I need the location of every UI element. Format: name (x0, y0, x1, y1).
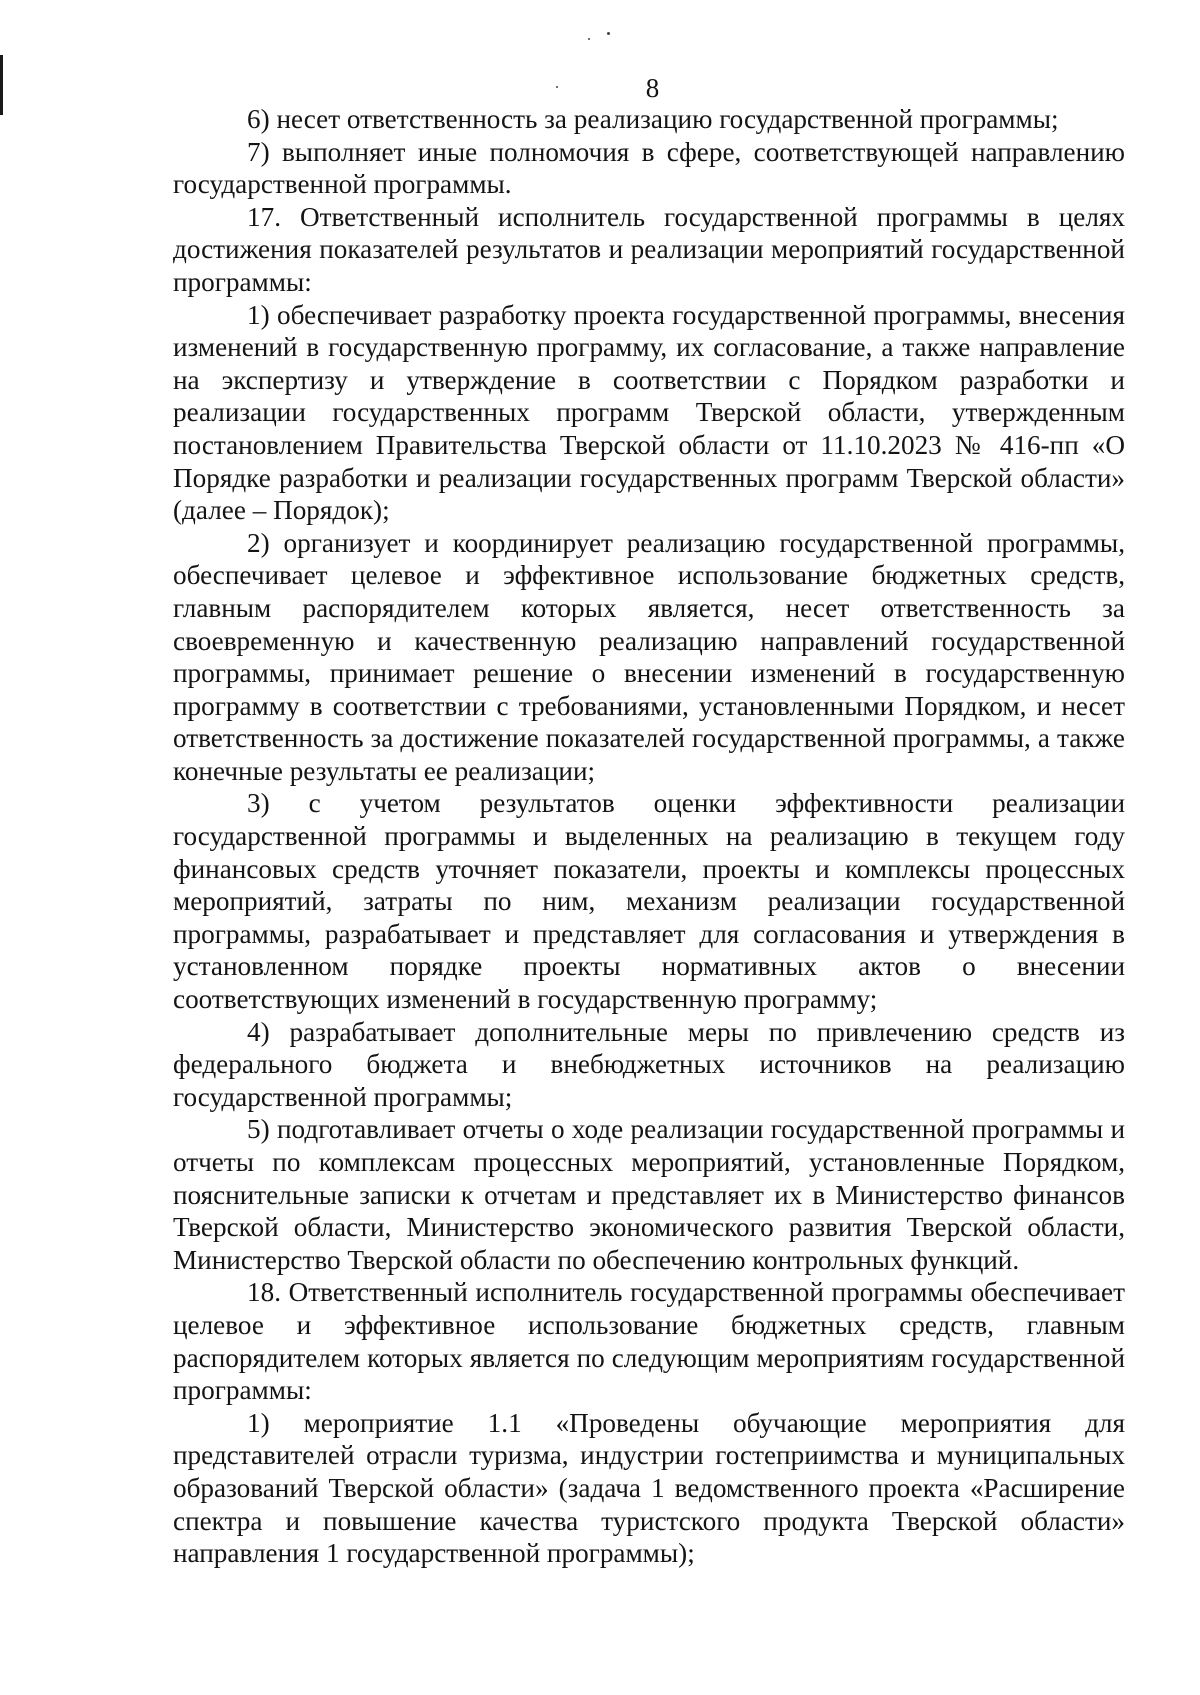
scan-speck (607, 32, 610, 35)
document-body (173, 103, 1125, 1570)
paragraph: 2) организует и координирует реализацию государственной программы, обеспечивает целевое и эффективное использование бюджетных средств, главным распорядителем которых является, несет ответственность за своевременную и качественную реализацию направлений государственной программы, принимает решение о внесении изменений в государственную программу в соответствии с требованиями, установленными Порядком, и несет ответственность за достижение показателей государственной программы, а также конечные результаты ее реализации; (173, 527, 1125, 786)
paragraph: 17. Ответственный исполнитель государственной программы в целях достижения показателей результатов и реализации мероприятий государственной программы: (173, 201, 1125, 297)
paragraph: 5) подготавливает отчеты о ходе реализации государственной программы и отчеты по комплексам процессных мероприятий, установленные Порядком, пояснительные записки к отчетам и представляет их в Министерство финансов Тверской области, Министерство экономического развития Тверской области, Министерство Тверской области по обеспечению контрольных функций. (173, 1114, 1125, 1275)
scan-speck (588, 38, 590, 40)
paragraph: 4) разрабатывает дополнительные меры по привлечению средств из федерального бюджета и внебюджетных источников на реализацию государственной программы; (173, 1016, 1125, 1112)
paragraph: 6) несет ответственность за реализацию государственной программы; (247, 104, 1059, 134)
paragraph: 1) мероприятие 1.1 «Проведены обучающие мероприятия для представителей отрасли туризма, индустрии гостеприимства и муниципальных образований Тверской области» (задача 1 ведомственного проекта «Расширение спектра и повышение качества туристского продукта Тверской области» направления 1 государственной программы); (173, 1407, 1125, 1569)
paragraph: 18. Ответственный исполнитель государственной программы обеспечивает целевое и эффективное использование бюджетных средств, главным распорядителем которых является по следующим мероприятиям государственной программы: (173, 1277, 1125, 1406)
paragraph: 7) выполняет иные полномочия в сфере, соответствующей направлению государственной программы. (173, 136, 1125, 200)
paragraph: 3) с учетом результатов оценки эффективности реализации государственной программы и выделенных на реализацию в текущем году финансовых средств уточняет показатели, проекты и комплексы процессных мероприятий, затраты по ним, механизм реализации государственной программы, разрабатывает и представляет для согласования и утверждения в установленном порядке проекты нормативных актов о внесении соответствующих изменений в государственную программу; (173, 788, 1125, 1015)
page-number: 8 (645, 73, 660, 103)
paragraph: 1) обеспечивает разработку проекта государственной программы, внесения изменений в государственную программу, их согласование, а также направление на экспертизу и утверждение в соответствии с Порядком разработки и реализации государственных программ Тверской области, утвержденным постановлением Правительства Тверской области от 11.10.2023 № 416-пп «О Порядке разработки и реализации государственных программ Тверской области» (далее – Порядок); (173, 299, 1125, 526)
